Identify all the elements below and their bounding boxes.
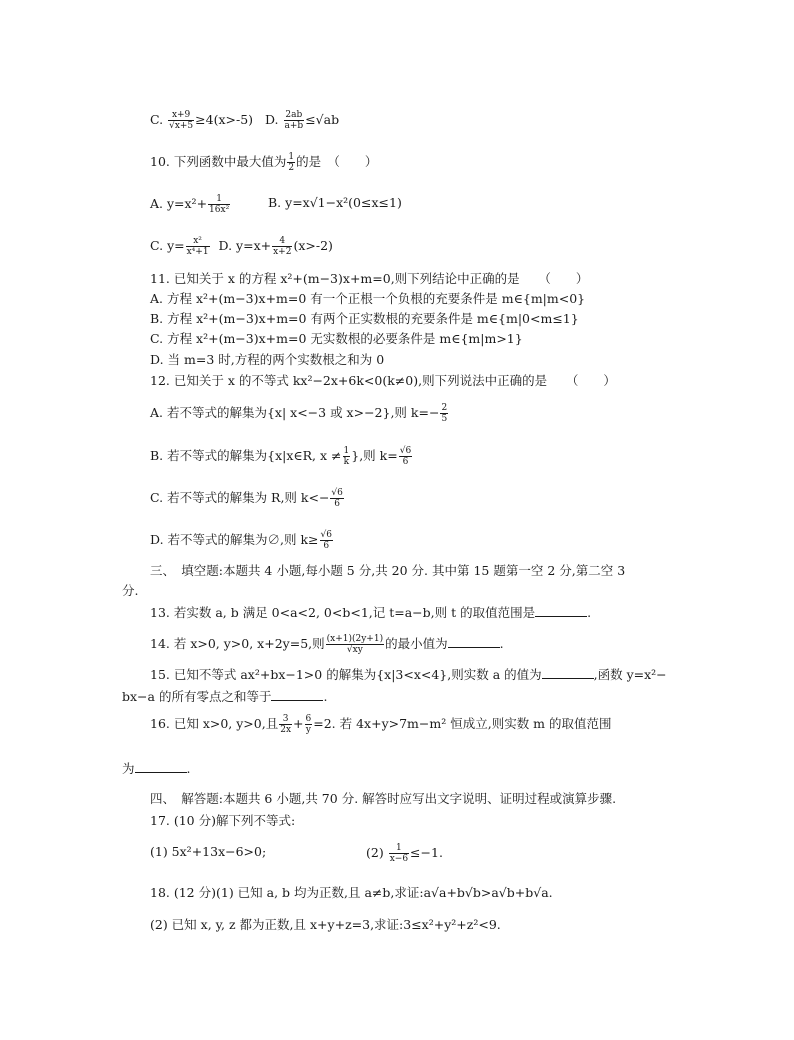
q16-answer-blank[interactable]: [135, 760, 187, 773]
q15-answer-blank-1[interactable]: [542, 666, 594, 679]
q10-option-a: A. y=x²+ $\frac{1}{\text{16x²}}$: [150, 194, 230, 215]
q12-option-b: B. 若不等式的解集为{x|x∈R, x ≠ $\frac{1}{k}$ },则 k= $\frac{√6}{6}$: [150, 446, 412, 467]
q10-half-fraction: $\frac{1}{2}$: [288, 152, 295, 173]
q9-option-c-fraction: $\frac{x+9}{√x+5}$: [169, 110, 194, 131]
q11-option-c: C. 方程 x²+(m−3)x+m=0 无实数根的必要条件是 m∈{m|m>1}: [150, 331, 523, 346]
q12-option-a: A. 若不等式的解集为{x| x<−3 或 x>−2},则 k=− $\frac{2}{5}$: [150, 403, 448, 424]
q9-option-d-label: D.: [264, 112, 279, 127]
q11-stem: 11. 已知关于 x 的方程 x²+(m−3)x+m=0,则下列结论中正确的是 （ ）: [150, 271, 589, 286]
q14: 14. 若 x>0, y>0, x+2y=5,则 $\frac{(x+1)(2y+1)}{√xy}$ 的最小值为 .: [150, 634, 504, 655]
section-4-title: 四、 解答题:本题共 6 小题,共 70 分. 解答时应写出文字说明、证明过程或演算步骤.: [150, 791, 617, 806]
q10-option-b: B. y=x√1−x²(0≤x≤1): [268, 195, 402, 210]
q13-answer-blank[interactable]: [535, 604, 587, 617]
q17-part-2: (2) $\frac{1}{x-6}$ ≤−1.: [366, 843, 443, 864]
q16: 16. 已知 x>0, y>0,且 $\frac{3}{2x}$ + $\frac{6}{y}$ =2. 若 4x+y>7m−m² 恒成立,则实数 m 的取值范围: [150, 714, 612, 735]
q17-stem: 17. (10 分)解下列不等式:: [150, 813, 296, 828]
q12-option-c: C. 若不等式的解集为 R,则 k<− $\frac{√6}{6}$: [150, 488, 343, 509]
q9-option-d-tail: ≤√ab: [305, 112, 340, 127]
q15-cont: bx−a 的所有零点之和等于 .: [122, 689, 328, 704]
q12-option-d: D. 若不等式的解集为∅,则 k≥ $\frac{√6}{6}$: [150, 530, 332, 551]
q9-options-cd: [150, 110, 339, 131]
q14-answer-blank[interactable]: [448, 635, 500, 648]
section-3-title: 三、 填空题:本题共 4 小题,每小题 5 分,共 20 分. 其中第 15 题第一空 2 分,第二空 3: [150, 563, 626, 578]
q15: 15. 已知不等式 ax²+bx−1>0 的解集为{x|3<x<4},则实数 a 的值为 ,函数 y=x²−: [150, 667, 667, 682]
q11-option-d: D. 当 m=3 时,方程的两个实数根之和为 0: [150, 352, 385, 367]
q11-option-b: B. 方程 x²+(m−3)x+m=0 有两个正实数根的充要条件是 m∈{m|0<m≤1}: [150, 311, 579, 326]
q9-option-c-label: C.: [150, 112, 164, 127]
q12-stem: 12. 已知关于 x 的不等式 kx²−2x+6k<0(k≠0),则下列说法中正确的是 （ ）: [150, 373, 616, 388]
q16-cont: 为 .: [122, 761, 191, 776]
q18-part-2: (2) 已知 x, y, z 都为正数,且 x+y+z=3,求证:3≤x²+y²+z²<9.: [150, 917, 501, 932]
q9-option-c-tail: ≥4(x>-5): [195, 112, 254, 127]
q11-option-a: A. 方程 x²+(m−3)x+m=0 有一个正根一个负根的充要条件是 m∈{m|m<0}: [150, 291, 586, 306]
q15-answer-blank-2[interactable]: [271, 688, 323, 701]
q10-stem: 10. 下列函数中最大值为 $\frac{1}{2}$ 的是 （ ）: [150, 152, 378, 173]
q10-options-cd: C. y= $\frac{\text{x²}}{\text{x⁴+1}}$ D. y=x+ $\frac{4}{x+2}$ (x>-2): [150, 236, 333, 257]
q9-option-d-fraction: $\frac{2ab}{a+b}$: [284, 110, 304, 131]
q17-part-1: (1) 5x²+13x−6>0;: [150, 844, 267, 859]
q13: 13. 若实数 a, b 满足 0<a<2, 0<b<1,记 t=a−b,则 t 的取值范围是 .: [150, 605, 592, 620]
section-3-title-cont: 分.: [122, 583, 139, 598]
q18-part-1: 18. (12 分)(1) 已知 a, b 均为正数,且 a≠b,求证:a√a+b√b>a√b+b√a.: [150, 885, 553, 900]
